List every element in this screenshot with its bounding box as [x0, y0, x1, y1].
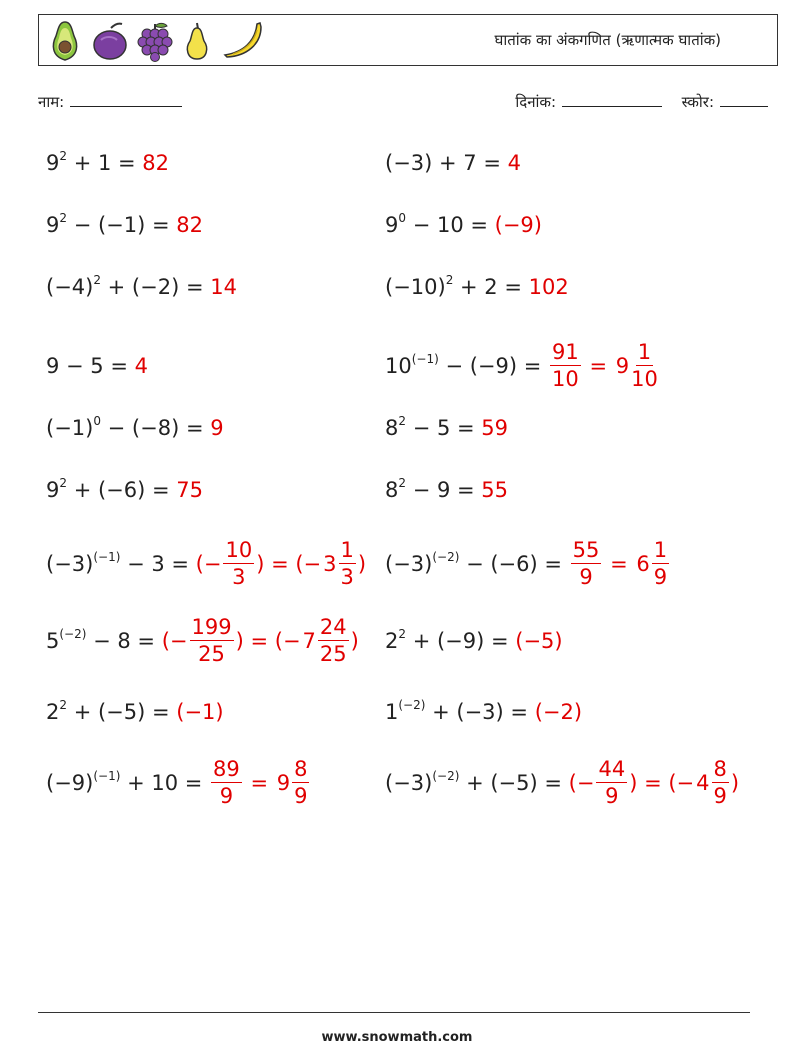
exponent: 2: [398, 414, 407, 428]
question: [385, 771, 569, 795]
answer: [196, 540, 366, 588]
avocado-icon: [47, 20, 83, 62]
score-blank[interactable]: [720, 92, 768, 107]
mixed-fraction-denominator: 3: [340, 565, 354, 589]
question: [46, 552, 196, 576]
base: (−3): [385, 552, 433, 576]
operation: + (−5) =: [67, 700, 177, 724]
base: 9: [46, 478, 60, 502]
operation: − 10 =: [406, 213, 495, 237]
problem-15: [46, 615, 359, 666]
exponent: 2: [445, 273, 454, 287]
operation: (−3) + 7 =: [385, 151, 508, 175]
problem-7: [46, 348, 148, 384]
answer: [209, 759, 311, 807]
mixed-fraction-numerator: 1: [340, 538, 354, 562]
mixed-whole: 9: [615, 354, 630, 378]
improper-fraction-denominator: 9: [605, 784, 619, 808]
mixed-fraction: [631, 342, 658, 390]
answer: (−2): [534, 700, 583, 724]
exponent: 2: [93, 273, 101, 287]
worksheet-header: [38, 14, 778, 66]
grapes-icon: [137, 20, 173, 62]
operation: − (−9) =: [438, 354, 549, 378]
exponent: (−2): [432, 769, 460, 783]
question: [46, 354, 135, 378]
date-label: दिनांक:: [515, 93, 556, 111]
problem-14: [385, 538, 671, 589]
base: 10: [385, 354, 412, 378]
problem-4: [385, 207, 542, 243]
mixed-whole: 7: [302, 629, 316, 653]
question: [385, 700, 535, 724]
footer-url: www.snowmath.com: [321, 1030, 473, 1045]
equals: =: [637, 771, 669, 795]
improper-fraction-denominator: 9: [579, 565, 593, 589]
operation: − (−1) =: [67, 213, 177, 237]
base: (−4): [46, 275, 94, 299]
problem-3: [46, 207, 203, 243]
mixed-whole: 6: [636, 552, 650, 576]
base: 2: [46, 700, 60, 724]
improper-fraction: [223, 540, 254, 588]
question: [46, 771, 209, 795]
improper-fraction-numerator: 44: [598, 757, 626, 781]
question: [385, 151, 508, 175]
mixed-fraction: [339, 540, 356, 588]
paren-close: ): [235, 629, 244, 653]
answer: [569, 759, 739, 807]
problem-13: [46, 538, 367, 589]
question: [385, 213, 495, 237]
operation: − 3 =: [120, 552, 196, 576]
paren-open: (−: [295, 552, 322, 576]
base: (−3): [385, 771, 433, 795]
problem-10: [385, 410, 508, 446]
problem-9: [46, 410, 224, 446]
exponent: (−2): [398, 698, 426, 712]
mixed-fraction: [652, 540, 669, 588]
mixed-whole: 4: [696, 771, 710, 795]
exponent: 2: [59, 211, 68, 225]
mixed-fraction-numerator: 24: [319, 615, 347, 639]
operation: − (−8) =: [100, 416, 211, 440]
problem-1: [46, 145, 169, 181]
operation: − (−6) =: [459, 552, 569, 576]
mixed-fraction-numerator: 1: [637, 340, 652, 364]
base: 2: [385, 629, 399, 653]
answer: 9: [210, 416, 224, 440]
operation: + (−9) =: [406, 629, 516, 653]
mixed-fraction-denominator: 9: [653, 565, 668, 589]
improper-fraction-denominator: 3: [232, 565, 246, 589]
mixed-whole: 9: [276, 771, 291, 795]
answer: 82: [142, 151, 170, 175]
improper-fraction-denominator: 9: [219, 784, 234, 808]
problem-16: [385, 623, 563, 659]
answer: 4: [134, 354, 148, 378]
question: [46, 151, 142, 175]
problem-6: [385, 269, 569, 305]
problem-2: [385, 145, 521, 181]
exponent: 2: [59, 149, 68, 163]
improper-fraction-denominator: 10: [552, 367, 579, 391]
paren-close: ): [629, 771, 638, 795]
question: [46, 213, 176, 237]
improper-fraction-numerator: 10: [225, 538, 253, 562]
problem-5: [46, 269, 237, 305]
pear-icon: [181, 20, 213, 62]
fruit-icon-row: [47, 19, 265, 63]
question: [46, 416, 210, 440]
base: 8: [385, 478, 399, 502]
problem-8: [385, 340, 660, 391]
base: 9: [46, 151, 60, 175]
problem-11: [46, 472, 203, 508]
exponent: 0: [398, 211, 407, 225]
improper-fraction: [211, 759, 242, 807]
operation: + 2 =: [453, 275, 529, 299]
date-score-fields: [515, 92, 768, 112]
answer: 14: [210, 275, 237, 299]
problem-19: [46, 757, 311, 808]
name-field: [38, 92, 182, 112]
worksheet-title: घातांक का अंकगणित (ऋणात्मक घातांक): [494, 31, 721, 49]
exponent: 2: [59, 698, 68, 712]
base: (−1): [46, 416, 94, 440]
question: [46, 275, 210, 299]
question: [46, 629, 162, 653]
mixed-fraction-numerator: 8: [294, 757, 308, 781]
answer: (−1): [176, 700, 224, 724]
paren-open: (−: [161, 629, 188, 653]
banana-icon: [221, 20, 265, 62]
question: [385, 354, 548, 378]
mixed-fraction-numerator: 1: [653, 538, 668, 562]
operation: + (−3) =: [425, 700, 535, 724]
equals: =: [582, 354, 614, 378]
operation: − 9 =: [406, 478, 482, 502]
answer: [162, 617, 359, 665]
mixed-fraction-denominator: 9: [294, 784, 308, 808]
base: 9: [46, 213, 60, 237]
improper-fraction-numerator: 55: [572, 538, 600, 562]
paren-open: (−: [668, 771, 695, 795]
paren-close: ): [357, 552, 367, 576]
mixed-fraction: [292, 759, 309, 807]
operation: − 5 =: [406, 416, 482, 440]
paren-close: ): [350, 629, 359, 653]
operation: + 10 =: [120, 771, 210, 795]
improper-fraction: [571, 540, 602, 588]
operation: + (−2) =: [100, 275, 211, 299]
mixed-fraction-denominator: 25: [319, 642, 347, 666]
exponent: 2: [59, 476, 68, 490]
exponent: 0: [93, 414, 101, 428]
answer: 59: [481, 416, 509, 440]
paren-open: (−: [568, 771, 595, 795]
equals: =: [243, 771, 275, 795]
base: 5: [46, 629, 60, 653]
base: (−3): [46, 552, 94, 576]
problem-17: [46, 694, 224, 730]
date-blank[interactable]: [562, 92, 662, 107]
equals: =: [264, 552, 296, 576]
problem-12: [385, 472, 508, 508]
base: (−10): [385, 275, 446, 299]
question: [46, 478, 176, 502]
equals: =: [603, 552, 635, 576]
plum-icon: [91, 20, 129, 62]
footer-divider: [38, 1012, 750, 1013]
name-blank[interactable]: [70, 92, 182, 107]
exponent: (−1): [93, 550, 121, 564]
improper-fraction-numerator: 91: [552, 340, 579, 364]
exponent: (−1): [93, 769, 121, 783]
paren-open: (−: [274, 629, 301, 653]
answer: [548, 342, 660, 390]
question: [46, 700, 176, 724]
mixed-fraction-denominator: 9: [713, 784, 727, 808]
operation: + (−5) =: [459, 771, 569, 795]
mixed-fraction-numerator: 8: [713, 757, 727, 781]
base: (−9): [46, 771, 94, 795]
operation: + (−6) =: [67, 478, 177, 502]
answer: 75: [176, 478, 203, 502]
answer: [569, 540, 671, 588]
problem-20: [385, 757, 740, 808]
paren-close: ): [730, 771, 740, 795]
exponent: (−2): [432, 550, 460, 564]
score-label: स्कोर:: [681, 93, 714, 111]
improper-fraction-numerator: 199: [191, 615, 232, 639]
base: 1: [385, 700, 399, 724]
answer: 102: [528, 275, 569, 299]
question: [385, 629, 515, 653]
exponent: (−2): [59, 627, 87, 641]
mixed-fraction: [712, 759, 729, 807]
operation: − 8 =: [86, 629, 162, 653]
question: [385, 416, 481, 440]
exponent: (−1): [411, 352, 439, 366]
paren-open: (−: [195, 552, 222, 576]
question: [385, 275, 529, 299]
exponent: 2: [398, 476, 407, 490]
exponent: 2: [398, 627, 407, 641]
question: [385, 552, 569, 576]
answer: 55: [481, 478, 509, 502]
question: [385, 478, 481, 502]
mixed-fraction-denominator: 10: [631, 367, 658, 391]
improper-fraction: [550, 342, 581, 390]
improper-fraction-denominator: 25: [198, 642, 225, 666]
paren-close: ): [256, 552, 265, 576]
mixed-whole: 3: [323, 552, 337, 576]
improper-fraction: [596, 759, 627, 807]
base: 8: [385, 416, 399, 440]
answer: (−5): [515, 629, 563, 653]
operation: + 1 =: [67, 151, 143, 175]
improper-fraction-numerator: 89: [213, 757, 240, 781]
improper-fraction: [190, 617, 234, 665]
operation: 9 − 5 =: [46, 354, 135, 378]
mixed-fraction: [318, 617, 349, 665]
name-label: नाम:: [38, 93, 65, 111]
equals: =: [243, 629, 275, 653]
answer: (−9): [494, 213, 542, 237]
base: 9: [385, 213, 399, 237]
problem-18: [385, 694, 582, 730]
answer: 4: [507, 151, 521, 175]
answer: 82: [176, 213, 203, 237]
